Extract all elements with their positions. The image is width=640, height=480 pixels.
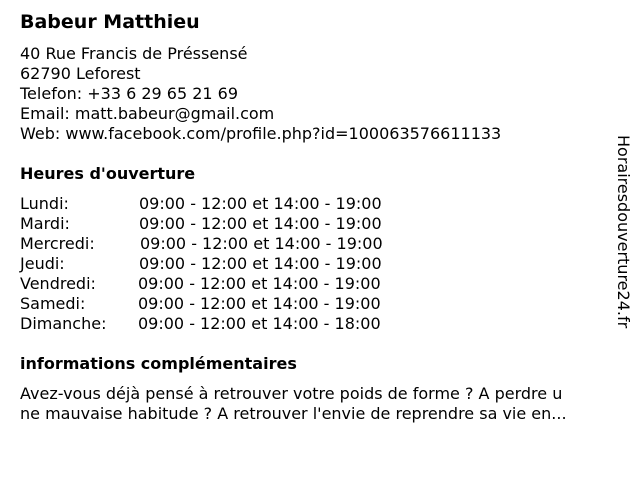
day-label: Lundi: bbox=[20, 194, 69, 213]
email-text: Email: matt.babeur@gmail.com bbox=[20, 104, 275, 123]
day-label: Vendredi: bbox=[20, 274, 96, 293]
day-label: Samedi: bbox=[20, 294, 86, 313]
time-range: 09:00 - 12:00 et 14:00 - 19:00 bbox=[139, 254, 382, 273]
time-range: 09:00 - 12:00 et 14:00 - 19:00 bbox=[138, 294, 381, 313]
hours-row bbox=[20, 294, 440, 314]
hours-row bbox=[20, 234, 440, 254]
hours-row bbox=[20, 254, 440, 274]
description-line: ne mauvaise habitude ? A retrouver l'envie de reprendre sa vie en... bbox=[20, 404, 567, 423]
description-line: Avez-vous déjà pensé à retrouver votre poids de forme ? A perdre u bbox=[20, 384, 563, 403]
time-range: 09:00 - 12:00 et 14:00 - 19:00 bbox=[139, 214, 382, 233]
phone-text: Telefon: +33 6 29 65 21 69 bbox=[20, 84, 239, 103]
hours-row bbox=[20, 214, 440, 234]
info-heading: informations complémentaires bbox=[20, 354, 297, 373]
day-label: Mardi: bbox=[20, 214, 70, 233]
hours-row bbox=[20, 274, 440, 294]
hours-row bbox=[20, 194, 440, 214]
time-range: 09:00 - 12:00 et 14:00 - 19:00 bbox=[140, 234, 383, 253]
time-range: 09:00 - 12:00 et 14:00 - 18:00 bbox=[138, 314, 381, 333]
time-range: 09:00 - 12:00 et 14:00 - 19:00 bbox=[138, 274, 381, 293]
contact-block bbox=[20, 44, 501, 144]
hours-row bbox=[20, 314, 440, 334]
day-label: Mercredi: bbox=[20, 234, 95, 253]
hours-table bbox=[20, 194, 440, 334]
web-text: Web: www.facebook.com/profile.php?id=100063576611133 bbox=[20, 124, 502, 143]
business-name: Babeur Matthieu bbox=[20, 11, 200, 33]
info-description bbox=[20, 384, 620, 424]
day-label: Jeudi: bbox=[20, 254, 65, 273]
address-city: 62790 Leforest bbox=[20, 64, 141, 83]
hours-heading: Heures d'ouverture bbox=[20, 164, 196, 183]
address-street: 40 Rue Francis de Préssensé bbox=[20, 44, 248, 63]
day-label: Dimanche: bbox=[20, 314, 107, 333]
time-range: 09:00 - 12:00 et 14:00 - 19:00 bbox=[139, 194, 382, 213]
site-watermark: Horairesdouverture24.fr bbox=[614, 135, 633, 329]
